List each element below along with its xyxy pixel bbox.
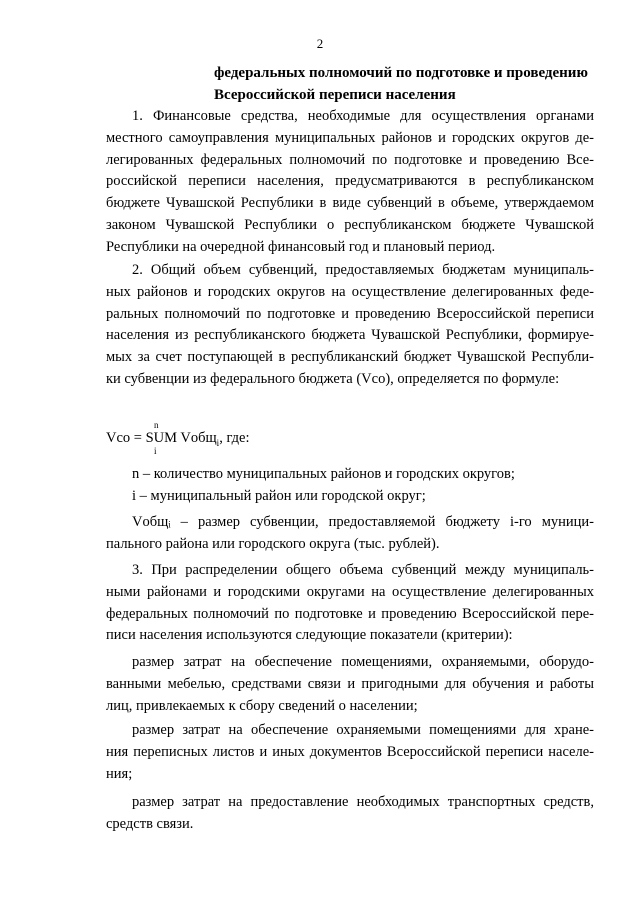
paragraph-2-line: населения из республиканского бюджета Чувашской Республики, формируе- bbox=[106, 327, 594, 344]
criterion-1 bbox=[106, 652, 594, 717]
criterion-2 bbox=[106, 720, 594, 785]
paragraph-1 bbox=[106, 106, 594, 259]
formula bbox=[106, 430, 250, 448]
formula-tail: , где: bbox=[219, 430, 250, 446]
paragraph-1-line: законом Чувашской Республики о республиканском бюджете Чувашской bbox=[106, 216, 594, 233]
paragraph-3-line: федеральных полномочий по подготовке и проведению Всероссийской пере- bbox=[106, 605, 594, 622]
paragraph-3-line: ными районами и городскими округами на осуществление делегированных bbox=[106, 583, 594, 600]
paragraph-1-line: российской переписи населения, предусматриваются в республиканском bbox=[106, 173, 594, 190]
paragraph-1-line: Республики на очередной финансовый год и плановый период. bbox=[106, 238, 496, 255]
criterion-1-line: лиц, привлекаемых к сбору сведений о населении; bbox=[106, 697, 418, 714]
definition-v-line: пального района или городского округа (тыс. рублей). bbox=[106, 535, 440, 552]
criterion-1-line: ванными мебелью, средствами связи и пригодными для обучения и работы bbox=[106, 675, 594, 692]
criterion-2-line: ния; bbox=[106, 765, 133, 782]
paragraph-3-line: писи населения используются следующие показатели (критерии): bbox=[106, 627, 513, 644]
page-number: 2 bbox=[316, 36, 324, 51]
definition-n bbox=[106, 464, 594, 486]
document-title-line-1: федеральных полномочий по подготовке и проведению bbox=[214, 65, 588, 81]
paragraph-2-line: ки субвенции из федерального бюджета (Vсо), определяется по формуле: bbox=[106, 370, 560, 387]
definition-v-line: Vобщᵢ – размер субвенции, предоставляемой бюджету i-го муници- bbox=[132, 514, 594, 530]
formula-lower-limit: i bbox=[154, 446, 157, 456]
paragraph-3-line: 3. При распределении общего объема субвенций между муниципаль- bbox=[132, 562, 594, 578]
criterion-3-line: размер затрат на предоставление необходимых транспортных средств, bbox=[132, 794, 594, 810]
paragraph-2-line: мых за счет поступающей в республиканский бюджет Чувашской Республи- bbox=[106, 349, 594, 366]
formula-upper-limit: n bbox=[154, 420, 159, 430]
formula-sum: SUM bbox=[145, 430, 178, 446]
criterion-3-line: средств связи. bbox=[106, 815, 194, 832]
formula-term-index: i bbox=[216, 437, 220, 448]
paragraph-2 bbox=[106, 260, 594, 391]
definition-n-line: n – количество муниципальных районов и городских округов; bbox=[132, 466, 515, 482]
criterion-2-line: ния переписных листов и иных документов Всероссийской переписи населе- bbox=[106, 743, 594, 760]
formula-term: Vобщ bbox=[177, 430, 217, 446]
paragraph-2-line: ных районов и городских округов на осуществление делегированных феде- bbox=[106, 283, 594, 300]
definition-v bbox=[106, 512, 594, 556]
paragraph-1-line: бюджете Чувашской Республики в виде субвенций в объеме, утверждаемом bbox=[106, 195, 594, 212]
criterion-2-line: размер затрат на обеспечение охраняемыми помещениями для хране- bbox=[132, 722, 594, 738]
criterion-1-line: размер затрат на обеспечение помещениями, охраняемыми, оборудо- bbox=[132, 654, 594, 670]
paragraph-1-line: местного самоуправления муниципальных районов и городских округов де- bbox=[106, 129, 594, 146]
definition-i bbox=[106, 486, 594, 508]
paragraph-2-line: 2. Общий объем субвенций, предоставляемых бюджетам муниципаль- bbox=[132, 262, 594, 278]
paragraph-3 bbox=[106, 560, 594, 647]
criterion-3 bbox=[106, 792, 594, 836]
document-title-line-2: Всероссийской переписи населения bbox=[214, 87, 456, 103]
paragraph-1-line: 1. Финансовые средства, необходимые для осуществления органами bbox=[132, 108, 594, 124]
definition-i-line: i – муниципальный район или городской округ; bbox=[132, 488, 426, 504]
formula-lhs: Vсо = bbox=[106, 430, 146, 446]
paragraph-2-line: ральных полномочий по подготовке и проведению Всероссийской переписи bbox=[106, 305, 594, 322]
paragraph-1-line: легированных федеральных полномочий по подготовке и проведению Все- bbox=[106, 151, 594, 168]
